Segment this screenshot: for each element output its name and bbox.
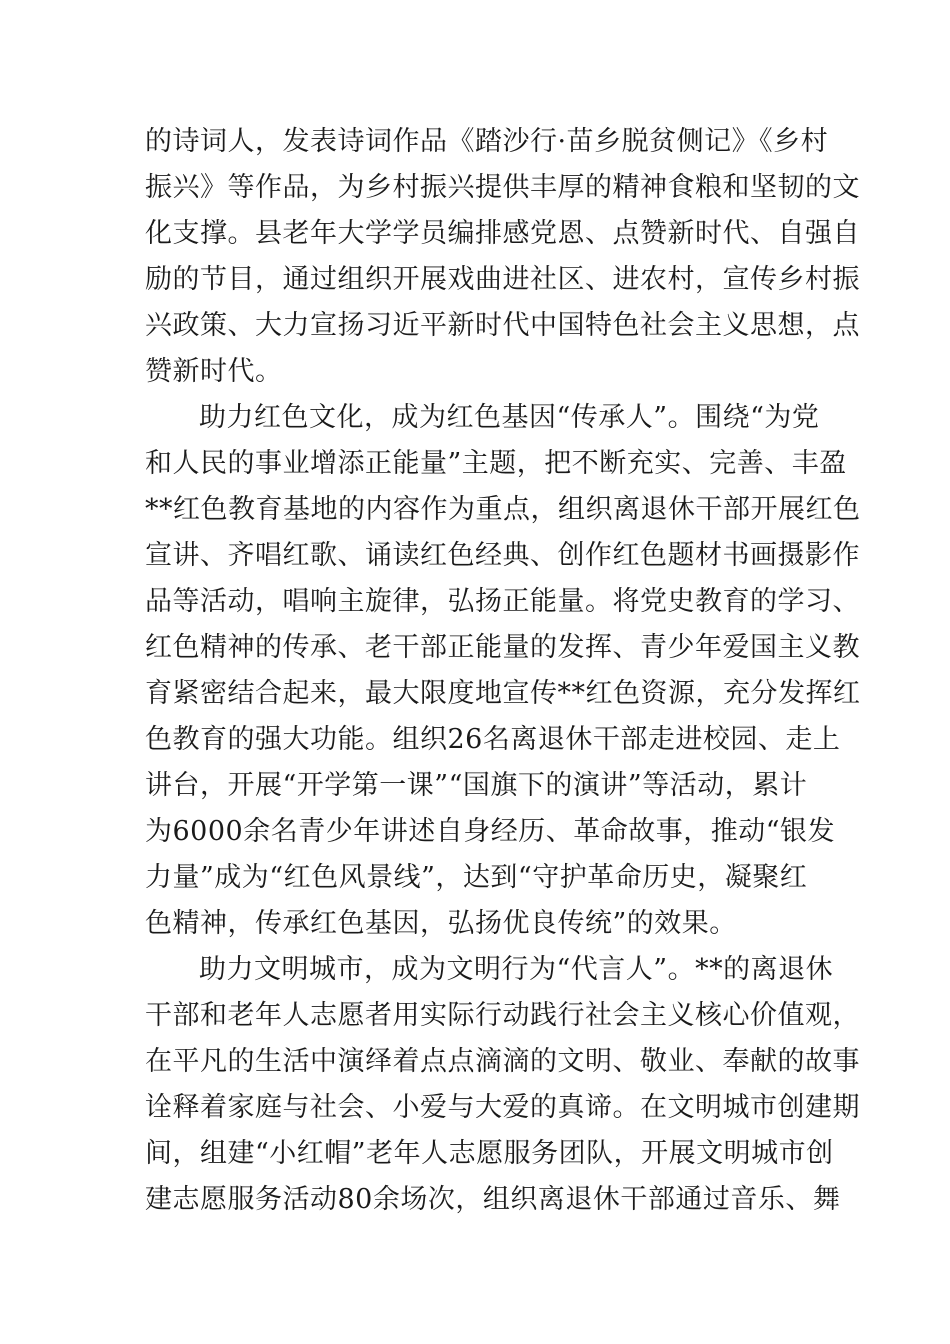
text-line: 励的节目，通过组织开展戏曲进社区、进农村，宣传乡村振	[145, 264, 860, 295]
text-line: 兴政策、大力宣扬习近平新时代中国特色社会主义思想，点	[145, 310, 860, 341]
text-line: 品等活动，唱响主旋律，弘扬正能量。将党史教育的学习、	[145, 586, 860, 617]
text-line: 建志愿服务活动80余场次，组织离退休干部通过音乐、舞	[145, 1184, 841, 1215]
text-line: 色精神，传承红色基因，弘扬优良传统”的效果。	[145, 908, 737, 939]
text-line: 和人民的事业增添正能量”主题，把不断充实、完善、丰盈	[145, 448, 847, 479]
text-line: 赞新时代。	[145, 356, 283, 387]
text-line: 干部和老年人志愿者用实际行动践行社会主义核心价值观，	[145, 1000, 860, 1031]
paragraph-heading-line: 助力文明城市，成为文明行为“代言人”。**的离退休	[199, 954, 834, 985]
text-line: 振兴》等作品，为乡村振兴提供丰厚的精神食粮和坚韧的文	[145, 172, 860, 203]
text-line: 红色精神的传承、老干部正能量的发挥、青少年爱国主义教	[145, 632, 860, 663]
text-line: **红色教育基地的内容作为重点，组织离退休干部开展红色	[145, 494, 861, 525]
text-line: 化支撑。县老年大学学员编排感党恩、点赞新时代、自强自	[145, 218, 860, 249]
text-line: 诠释着家庭与社会、小爱与大爱的真谛。在文明城市创建期	[145, 1092, 860, 1123]
text-line: 色教育的强大功能。组织26名离退休干部走进校园、走上	[145, 724, 841, 755]
text-line: 力量”成为“红色风景线”，达到“守护革命历史，凝聚红	[145, 862, 808, 893]
paragraph-heading-line: 助力红色文化，成为红色基因“传承人”。围绕“为党	[199, 402, 820, 433]
text-line: 为6000余名青少年讲述自身经历、革命故事，推动“银发	[145, 816, 836, 847]
text-line: 在平凡的生活中演绎着点点滴滴的文明、敬业、奉献的故事	[145, 1046, 860, 1077]
text-line: 讲台，开展“开学第一课”“国旗下的演讲”等活动，累计	[145, 770, 808, 801]
text-line: 间，组建“小红帽”老年人志愿服务团队，开展文明城市创	[145, 1138, 834, 1169]
text-line: 的诗词人，发表诗词作品《踏沙行·苗乡脱贫侧记》《乡村	[145, 126, 829, 157]
text-line: 育紧密结合起来，最大限度地宣传**红色资源，充分发挥红	[145, 678, 861, 709]
text-line: 宣讲、齐唱红歌、诵读红色经典、创作红色题材书画摄影作	[145, 540, 860, 571]
